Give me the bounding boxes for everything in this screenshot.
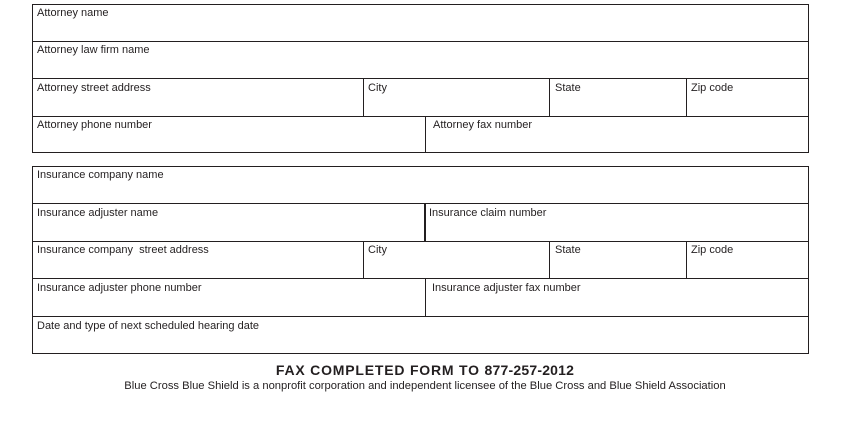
divider [33, 203, 808, 204]
divider [33, 278, 808, 279]
hearing-date-field[interactable] [34, 334, 806, 352]
divider [33, 241, 808, 242]
insurance-city-field[interactable] [365, 258, 547, 277]
fax-instruction [0, 362, 850, 378]
attorney-firm-field[interactable] [34, 58, 806, 77]
divider [686, 78, 687, 116]
attorney-city-label: City [368, 82, 387, 94]
insurance-company-field[interactable] [34, 183, 806, 202]
divider [33, 116, 808, 117]
divider [33, 41, 808, 42]
attorney-zip-field[interactable] [688, 96, 806, 115]
insurance-street-label: Insurance company street address [37, 244, 209, 256]
attorney-name-field[interactable] [34, 21, 806, 40]
attorney-fax-field[interactable] [427, 133, 806, 151]
attorney-zip-label: Zip code [691, 82, 734, 94]
adjuster-fax-field[interactable] [427, 296, 806, 315]
insurance-city-label: City [368, 244, 387, 256]
adjuster-fax-label: Insurance adjuster fax number [432, 282, 581, 294]
divider [33, 316, 808, 317]
divider [363, 241, 364, 278]
adjuster-phone-field[interactable] [34, 296, 423, 315]
insurance-claim-label: Insurance claim number [429, 207, 547, 219]
insurance-adjuster-field[interactable] [34, 221, 422, 240]
fax-number: 877-257-2012 [484, 362, 575, 378]
fax-instruction-text: FAX COMPLETED FORM TO [275, 362, 485, 378]
insurance-state-label: State [555, 244, 581, 256]
attorney-street-label: Attorney street address [37, 82, 151, 94]
insurance-zip-label: Zip code [691, 244, 734, 256]
attorney-state-label: State [555, 82, 581, 94]
insurance-adjuster-label: Insurance adjuster name [37, 207, 159, 219]
hearing-date-label: Date and type of next scheduled hearing date [37, 320, 259, 332]
divider [549, 78, 550, 116]
attorney-fax-label: Attorney fax number [433, 119, 533, 131]
divider [33, 78, 808, 79]
insurance-street-field[interactable] [34, 258, 361, 277]
divider [424, 203, 426, 241]
attorney-street-field[interactable] [34, 96, 361, 115]
divider [425, 116, 426, 152]
attorney-firm-label: Attorney law firm name [37, 44, 150, 56]
adjuster-phone-label: Insurance adjuster phone number [37, 282, 202, 294]
divider [425, 278, 426, 316]
insurance-company-label: Insurance company name [37, 169, 164, 181]
divider [363, 78, 364, 116]
insurance-claim-field[interactable] [427, 221, 806, 240]
insurance-state-field[interactable] [551, 258, 684, 277]
divider [549, 241, 550, 278]
disclaimer-text: Blue Cross Blue Shield is a nonprofit corporation and independent licensee of the Blue Cross and Blue Shield Association [124, 380, 726, 392]
attorney-phone-field[interactable] [34, 133, 423, 151]
insurance-zip-field[interactable] [688, 258, 806, 277]
attorney-state-field[interactable] [551, 96, 684, 115]
divider [686, 241, 687, 278]
attorney-name-label: Attorney name [37, 7, 109, 19]
attorney-phone-label: Attorney phone number [37, 119, 152, 131]
attorney-city-field[interactable] [365, 96, 547, 115]
